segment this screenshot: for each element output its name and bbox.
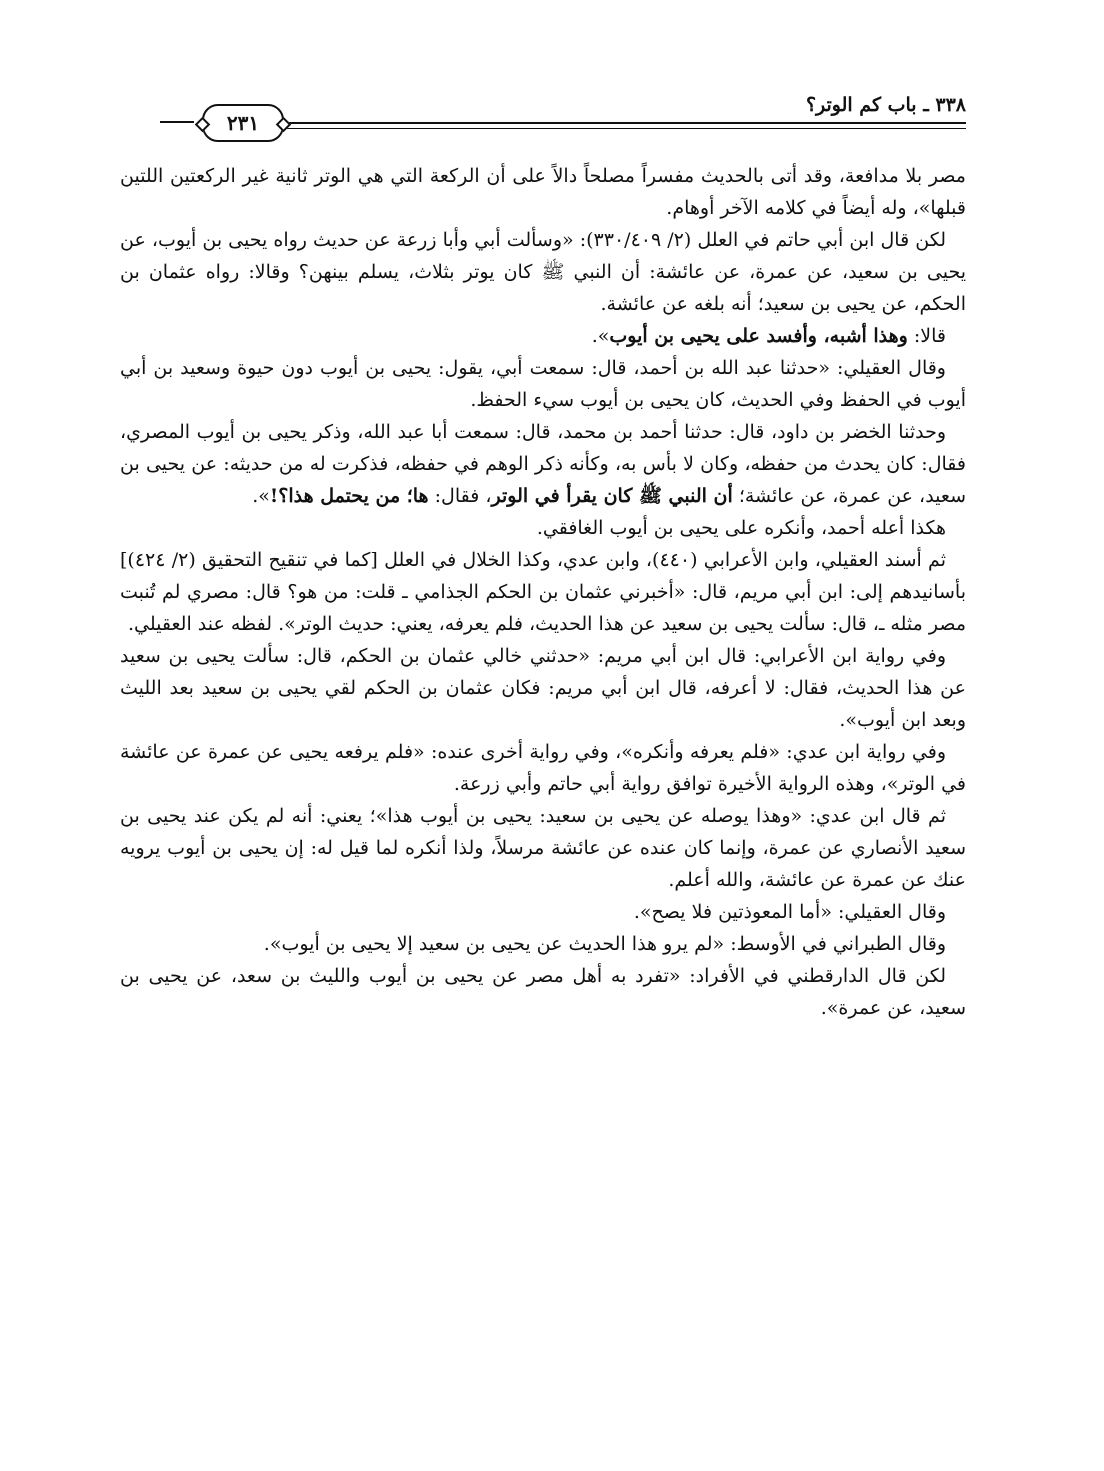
bold-quote: وهذا أشبه، وأفسد على يحيى بن أيوب [609,325,908,347]
paragraph: وقال العقيلي: «أما المعوذتين فلا يصح». [633,901,946,923]
paragraph: وحدثنا الخضر بن داود، قال: حدثنا أحمد بن محمد، قال: سمعت أبا عبد الله، وذكر يحيى بن أيوب المصري، فقال: كان يحدث من حفظه، وكان لا بأس به، وكأنه ذكر الوهم في حفظه، فذكرت له من حديثه: عن يحيى بن سعيد، عن عمرة، عن عائشة؛ أن النبي ﷺ كان يقرأ في الوتر، فقال: ها؛ من يحتمل هذا؟!». [120,421,966,507]
header-rule [285,122,966,129]
paragraph: لكن قال الدارقطني في الأفراد: «تفرد به أهل مصر عن يحيى بن أيوب والليث بن سعد، عن يحيى بن سعيد، عن عمرة». [120,965,966,1019]
bold-quote: أن النبي ﷺ كان يقرأ في الوتر [491,485,733,507]
page-number: ٢٣١ [226,111,260,135]
paragraph: وفي رواية ابن الأعرابي: قال ابن أبي مريم: «حدثني خالي عثمان بن الحكم، قال: سألت يحيى بن سعيد عن هذا الحديث، فقال: لا أعرفه، قال ابن أبي مريم: فكان عثمان بن الحكم لقي يحيى بن سعيد بعد الليث وبعد ابن أيوب». [120,645,966,731]
paragraph: لكن قال ابن أبي حاتم في العلل (٢/ ٣٣٠/٤٠٩): «وسألت أبي وأبا زرعة عن حديث رواه يحيى بن أيوب، عن يحيى بن سعيد، عن عمرة، عن عائشة: أن النبي ﷺ كان يوتر بثلاث، يسلم بينهن؟ وقالا: رواه عثمان بن الحكم، عن يحيى بن سعيد؛ أنه بلغه عن عائشة. [120,229,966,315]
page-header [120,92,966,136]
paragraph: ثم أسند العقيلي، وابن الأعرابي (٤٤٠)، وابن عدي، وكذا الخلال في العلل [كما في تنقيح التحقيق (٢/ ٤٢٤)] بأسانيدهم إلى: ابن أبي مريم، قال: «أخبرني عثمان بن الحكم الجذامي ـ قلت: من هو؟ قال: مصري لم تُنبت مصر مثله ـ، قال: سألت يحيى بن سعيد عن هذا الحديث، فلم يعرفه، يعني: حديث الوتر». لفظه عند العقيلي. [120,549,966,635]
body-text [120,160,966,1024]
bold-quote: ها؛ من يحتمل هذا؟! [269,485,429,507]
paragraph: مصر بلا مدافعة، وقد أتى بالحديث مفسراً مصلحاً دالاً على أن الركعة التي هي الوتر ثانية غير الركعتين اللتين قبلها»، وله أيضاً في كلامه الآخر أوهام. [120,165,966,219]
paragraph: ثم قال ابن عدي: «وهذا يوصله عن يحيى بن سعيد: يحيى بن أيوب هذا»؛ يعني: أنه لم يكن عند يحيى بن سعيد الأنصاري عن عمرة، وإنما كان عنده عن عائشة مرسلاً، ولذا أنكره لما قيل له: إن يحيى بن أيوب يرويه عنك عن عمرة عن عائشة، والله أعلم. [120,805,966,891]
paragraph: قالا: وهذا أشبه، وأفسد على يحيى بن أيوب». [591,325,946,347]
chapter-title: ٣٣٨ ـ باب كم الوتر؟ [805,94,966,116]
document-page [120,92,966,1024]
badge-dash [160,121,194,123]
paragraph: وقال الطبراني في الأوسط: «لم يرو هذا الحديث عن يحيى بن سعيد إلا يحيى بن أيوب». [263,933,946,955]
page-number-badge [202,104,284,142]
paragraph: وفي رواية ابن عدي: «فلم يعرفه وأنكره»، وفي رواية أخرى عنده: «فلم يرفعه يحيى عن عمرة عن عائشة في الوتر»، وهذه الرواية الأخيرة توافق رواية أبي حاتم وأبي زرعة. [120,741,966,795]
paragraph: وقال العقيلي: «حدثنا عبد الله بن أحمد، قال: سمعت أبي، يقول: يحيى بن أيوب دون حيوة وسعيد بن أبي أيوب في الحفظ وفي الحديث، كان يحيى بن أيوب سيء الحفظ. [120,357,966,411]
paragraph: هكذا أعله أحمد، وأنكره على يحيى بن أيوب الغافقي. [536,517,946,539]
